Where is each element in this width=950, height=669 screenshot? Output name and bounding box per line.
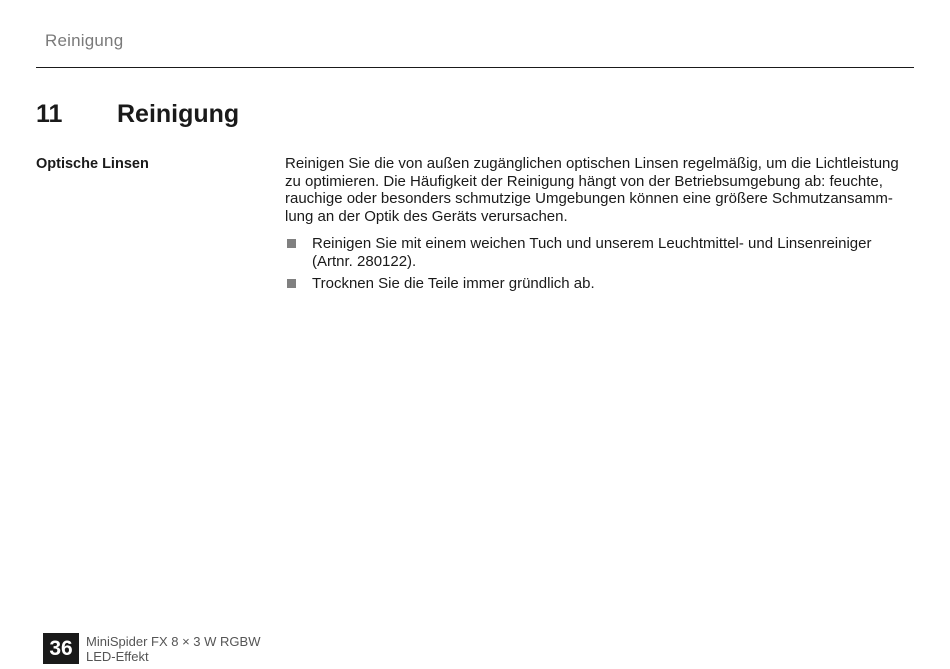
header-divider [36, 67, 914, 68]
page-number-badge: 36 [43, 633, 79, 664]
instruction-list [285, 235, 905, 292]
chapter-number: 11 [36, 100, 63, 128]
running-header: Reinigung [45, 31, 124, 50]
chapter-title: Reinigung [117, 100, 240, 128]
list-item-text: Trocknen Sie die Teile immer gründlich ab. [312, 274, 595, 292]
square-bullet-icon [287, 279, 296, 288]
section-paragraph: Reinigen Sie die von außen zugänglichen optischen Linsen regelmäßig, um die Lichtleistung zu optimieren. Die Häufigkeit der Reinigung hängt von der Betriebsumgebung ab: feuchte, rauchige oder besonders schmutzige Umgebungen können eine größere Schmutzansamm-lung an der Optik des Geräts verursachen. [285, 155, 899, 225]
square-bullet-icon [287, 239, 296, 248]
section-body [285, 155, 905, 296]
list-item [285, 235, 905, 270]
list-item [285, 275, 905, 293]
product-name: MiniSpider FX 8 × 3 W RGBW [86, 634, 261, 649]
list-item-text: Reinigen Sie mit einem weichen Tuch und unserem Leuchtmittel- und Linsenreiniger (Artnr. 280122). [312, 235, 872, 270]
section-heading: Optische Linsen [36, 156, 149, 172]
footer-product-info [86, 634, 260, 664]
product-type: LED-Effekt [86, 649, 149, 664]
